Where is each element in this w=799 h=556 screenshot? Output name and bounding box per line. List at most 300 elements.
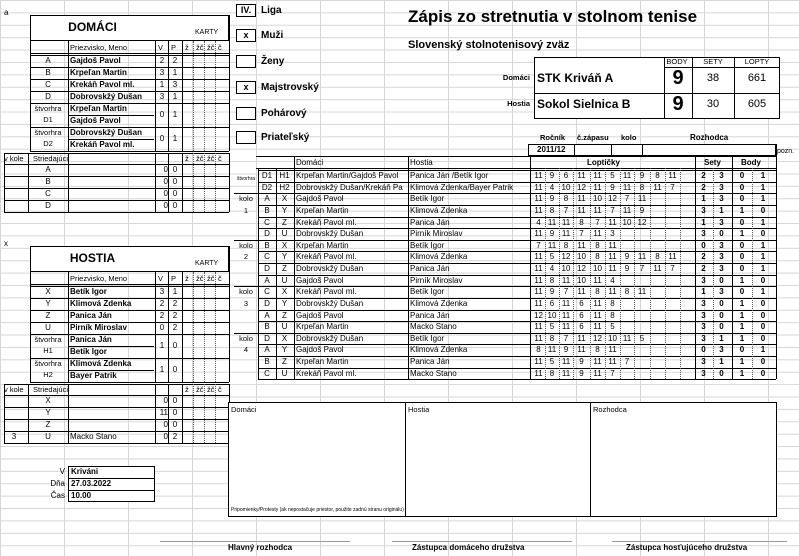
- meta-zapas-label: č.zápasu: [577, 133, 609, 142]
- match-home-code: C: [264, 252, 270, 262]
- match-away-code: Y: [281, 345, 288, 355]
- notes-box: [228, 402, 777, 517]
- match-away-code: Z: [282, 357, 287, 367]
- match-sets-home: 1: [701, 287, 706, 297]
- match-ball-score: 8: [595, 345, 600, 355]
- match-ball-score: 11: [653, 264, 662, 274]
- match-kolo: 3: [243, 298, 249, 308]
- competition-mark-1[interactable]: x: [236, 29, 256, 42]
- home_panel-player-p: 1: [172, 92, 178, 101]
- match-away-player: Macko Stano: [410, 369, 457, 378]
- match-sets-away: 3: [719, 240, 724, 250]
- away_panel-subs-card-0: ž: [185, 385, 189, 394]
- competition-mark-5[interactable]: [236, 131, 256, 144]
- match-ball-score: 11: [534, 182, 543, 192]
- home_panel-player-p: 3: [172, 80, 178, 89]
- home_panel-sub-v: 0: [163, 165, 168, 174]
- home_panel-player-p: 2: [172, 56, 178, 65]
- away_panel-col-p: P: [171, 274, 177, 283]
- match-body-home: 1: [739, 275, 745, 285]
- match-ball-score: 11: [534, 287, 543, 297]
- match-ball-score: 12: [577, 264, 586, 274]
- meta-pozn: pozn.: [777, 148, 795, 155]
- match-sets-home: 2: [701, 252, 706, 262]
- match-ball-score: 11: [608, 357, 617, 367]
- match-sets-home: 3: [701, 275, 706, 285]
- score-header-lopty: LOPTY: [744, 57, 770, 66]
- match-away-player: Betík Igor: [410, 334, 445, 343]
- match-home-player: Gajdoš Pavol: [296, 346, 344, 355]
- match-sets-home: 1: [701, 194, 706, 204]
- match-ball-score: 11: [593, 368, 602, 378]
- home_panel-player-code: D: [45, 92, 51, 101]
- home_panel-double-code2: D1: [43, 115, 53, 124]
- away_panel-subs-card-2: žč: [207, 385, 215, 394]
- match-body-away: 0: [760, 298, 766, 308]
- score-away-sety: 30: [706, 98, 720, 110]
- match-ball-score: 11: [622, 171, 632, 180]
- away_panel-player-v: 2: [159, 311, 165, 320]
- meta-rozhodca-label: Rozhodca: [690, 133, 729, 142]
- venue-dna: 27.03.2022: [71, 479, 112, 488]
- home_panel-player-name: Krekáň Pavol ml.: [70, 80, 135, 89]
- home_panel-player-code: C: [45, 80, 51, 89]
- competition-label-2: Ženy: [261, 56, 285, 67]
- home_panel-player-code: B: [45, 68, 51, 77]
- match-ball-score: 5: [639, 333, 645, 343]
- match-body-away: 0: [760, 368, 766, 378]
- match-ball-score: 11: [637, 287, 647, 297]
- match-ball-score: 12: [637, 217, 647, 227]
- venue-dna-label: Dňa: [50, 479, 65, 488]
- match-home-player: Dobrovskžý Dušan/Krekáň Pa: [296, 183, 403, 192]
- match-body-away: 0: [760, 275, 766, 285]
- away_panel-player-name: Betík Igor: [70, 287, 107, 296]
- match-ball-score: 11: [534, 252, 543, 262]
- competition-mark-0[interactable]: IV.: [236, 4, 256, 17]
- home_panel-sub-code: B: [45, 177, 51, 186]
- match-ball-score: 7: [670, 264, 675, 274]
- match-ball-score: 7: [563, 205, 569, 215]
- match-home-code: B: [264, 205, 270, 215]
- match-ball-score: 11: [577, 287, 586, 297]
- match-home-code: A: [264, 310, 270, 320]
- score-away-label: Hostia: [507, 99, 530, 108]
- away_panel-player-p: 1: [172, 287, 178, 296]
- match-sets-away: 3: [719, 194, 724, 204]
- match-body-away: 0: [760, 333, 766, 343]
- match-sets-away: 0: [719, 275, 724, 285]
- match-ball-score: 8: [549, 205, 555, 215]
- match-ball-score: 12: [534, 310, 543, 320]
- match-sets-home: 3: [701, 229, 706, 239]
- venue-v-label: V: [59, 467, 65, 476]
- home_panel-sub-code: D: [45, 201, 51, 210]
- match-body-away: 1: [760, 240, 766, 250]
- match-kolo: kolo: [239, 194, 253, 204]
- match-body-home: 0: [739, 194, 745, 204]
- away_panel-card-0: ž: [185, 274, 189, 283]
- home_panel-sub-v: 0: [163, 201, 168, 210]
- away_panel-double-code1: štvorhra: [34, 335, 62, 344]
- match-away-player: Panica Ján: [410, 265, 450, 274]
- match-away-player: Panica Ján: [410, 311, 450, 320]
- match-ball-score: 11: [534, 171, 543, 180]
- home_panel-subs-label: v kole: [4, 154, 24, 163]
- competition-mark-4[interactable]: [236, 107, 256, 120]
- away_panel-player-code: U: [45, 323, 51, 332]
- match-sets-away: 0: [719, 368, 724, 378]
- match-ball-score: 10: [561, 182, 571, 192]
- away_panel-subs-title: Striedajúci: [33, 385, 69, 394]
- match-ball-score: 5: [549, 357, 555, 367]
- match-ball-score: 11: [561, 229, 571, 239]
- score-home-body: 9: [672, 67, 684, 89]
- match-body-away: 1: [760, 194, 766, 204]
- match-body-away: 1: [760, 182, 766, 192]
- match-body-away: 0: [760, 205, 766, 215]
- match-home-player: Krpeľan Martin: [296, 241, 349, 250]
- match-away-code: U: [281, 368, 288, 378]
- match-ball-score: 9: [639, 205, 645, 215]
- match-away-player: Betík Igor: [410, 241, 445, 250]
- match-body-home: 0: [739, 182, 745, 192]
- match-home-player: Dobrovskžý Dušan: [296, 299, 364, 308]
- match-body-away: 1: [760, 264, 766, 274]
- match-body-away: 0: [760, 310, 766, 320]
- away_panel-player-code: Y: [45, 299, 51, 308]
- away_panel-card-1: žč: [196, 274, 204, 283]
- match-ball-score: 8: [536, 345, 541, 355]
- match-body-away: 1: [760, 287, 766, 297]
- match-ball-score: 7: [670, 182, 675, 192]
- away_panel-subs-card-1: žč: [196, 385, 204, 394]
- home_panel-card-0: ž: [185, 43, 189, 52]
- match-away-code: Z: [282, 310, 287, 320]
- match-sets-home: 2: [701, 171, 706, 180]
- match-away-player: Panica Ján: [410, 358, 450, 367]
- away_panel-player-v: 3: [159, 287, 165, 296]
- away_panel-player-code: Z: [45, 311, 51, 320]
- match-ball-score: 12: [561, 252, 571, 262]
- match-body-home: 1: [739, 357, 745, 367]
- match-body-home: 1: [739, 205, 745, 215]
- match-ball-score: 11: [534, 275, 543, 285]
- match-ball-score: 12: [593, 333, 602, 343]
- match-away-code: X: [281, 333, 288, 343]
- match-ball-score: 11: [593, 322, 602, 332]
- match-body-home: 1: [739, 322, 745, 332]
- match-away-player: Betík Igor: [410, 288, 445, 297]
- matches-header-domaci: Domáci: [296, 158, 324, 167]
- home_panel-double-v: 0: [159, 110, 165, 119]
- match-ball-score: 6: [549, 298, 555, 308]
- home_panel-card-3: č: [218, 43, 222, 52]
- home_panel-double-name2: Gajdoš Pavol: [70, 116, 121, 125]
- match-ball-score: 10: [608, 333, 617, 343]
- match-sets-home: 3: [701, 368, 706, 378]
- match-home-code: D: [264, 333, 270, 343]
- match-body-home: 0: [739, 264, 745, 274]
- match-home-player: Gajdoš Pavol: [296, 311, 344, 320]
- match-ball-score: 7: [536, 240, 541, 250]
- match-ball-score: 6: [579, 298, 584, 308]
- match-ball-score: 11: [608, 217, 617, 227]
- match-ball-score: 11: [608, 287, 617, 297]
- match-sets-away: 0: [719, 229, 724, 239]
- match-ball-score: 7: [595, 217, 600, 227]
- match-home-code: B: [264, 357, 270, 367]
- match-sets-away: 3: [719, 252, 724, 262]
- match-ball-score: 11: [534, 229, 543, 239]
- match-sets-away: 3: [719, 345, 724, 355]
- home_panel-double-p: 1: [172, 110, 178, 119]
- match-ball-score: 11: [668, 171, 677, 180]
- away_panel-player-name: Panica Ján: [70, 311, 112, 320]
- match-home-code: C: [264, 368, 270, 378]
- match-ball-score: 4: [610, 275, 615, 285]
- home_panel-player-v: 2: [159, 56, 165, 65]
- match-home-code: B: [264, 322, 270, 332]
- away_panel-double-name1: Klimová Zdenka: [70, 359, 132, 368]
- match-home-code: B: [264, 240, 270, 250]
- match-body-away: 1: [760, 217, 766, 227]
- match-ball-score: 11: [577, 171, 586, 180]
- match-ball-score: 6: [563, 171, 569, 180]
- match-body-away: 0: [760, 357, 766, 367]
- match-body-home: 1: [739, 298, 745, 308]
- home_panel-double-p: 1: [172, 134, 178, 143]
- match-ball-score: 11: [561, 357, 571, 367]
- signature-referee: Hlavný rozhodca: [228, 543, 293, 552]
- match-ball-score: 11: [561, 322, 571, 332]
- sheet-subtitle: Slovenský stolnotenisový zväz: [408, 39, 570, 51]
- home_panel-double-code1: štvorhra: [34, 104, 62, 113]
- match-sets-home: 1: [701, 217, 706, 227]
- away_panel-sub-code: X: [45, 396, 51, 405]
- away_panel-sub-p: 0: [172, 420, 178, 429]
- away_panel-player-v: 0: [159, 323, 165, 332]
- match-ball-score: 7: [563, 287, 569, 297]
- away_panel-player-name: Klimová Zdenka: [70, 299, 132, 308]
- away_panel-col-v: V: [158, 274, 164, 283]
- match-kolo: kolo: [239, 287, 253, 297]
- match-sets-home: 2: [701, 264, 706, 274]
- match-ball-score: 6: [579, 310, 584, 320]
- match-sets-home: 3: [701, 310, 706, 320]
- match-ball-score: 6: [579, 322, 584, 332]
- notes-hostia: Hostia: [408, 405, 430, 414]
- match-sets-home: 0: [701, 345, 706, 355]
- match-ball-score: 8: [655, 252, 660, 262]
- away_panel-double-p: 0: [172, 365, 178, 374]
- match-ball-score: 7: [579, 229, 584, 239]
- match-ball-score: 11: [547, 240, 557, 250]
- match-away-player: Klimová Zdenka: [410, 346, 468, 355]
- match-home-player: Dobrovskžý Dušan: [296, 334, 364, 343]
- score-away-team: Sokol Sielnica B: [537, 97, 631, 111]
- away_panel-card-2: žč: [207, 274, 215, 283]
- away_panel-player-code: X: [45, 287, 51, 296]
- match-ball-score: 11: [534, 298, 543, 308]
- match-ball-score: 11: [622, 333, 632, 343]
- home_panel-double-code1: štvorhra: [34, 128, 62, 137]
- match-sets-home: 3: [701, 298, 706, 308]
- match-sets-home: 2: [701, 182, 706, 192]
- match-body-away: 0: [760, 322, 766, 332]
- home_panel-sub-code: C: [45, 189, 51, 198]
- away_panel-sub-code: Y: [45, 408, 51, 417]
- match-home-code: D: [264, 229, 270, 239]
- match-away-player: Klimová Zdenka: [410, 253, 468, 262]
- signature-home: Zástupca domáceho družstva: [412, 543, 525, 552]
- away_panel-sub-code: Z: [45, 420, 51, 429]
- match-ball-score: 11: [608, 264, 617, 274]
- match-ball-score: 11: [593, 298, 602, 308]
- match-kolo: 1: [243, 205, 249, 215]
- match-body-away: 0: [760, 229, 766, 239]
- match-home-code: D2: [261, 182, 273, 192]
- match-ball-score: 11: [622, 182, 632, 192]
- match-ball-score: 11: [608, 240, 617, 250]
- match-body-home: 0: [739, 287, 745, 297]
- competition-label-0: Liga: [261, 5, 282, 16]
- match-ball-score: 10: [577, 275, 586, 285]
- home_panel-col-v: V: [158, 43, 164, 52]
- away_panel-double-name2: Betík Igor: [70, 347, 107, 356]
- match-ball-score: 5: [610, 322, 615, 332]
- match-away-code: Y: [281, 298, 288, 308]
- home_panel-player-name: Krpeľan Martin: [70, 68, 127, 77]
- match-kolo: 4: [243, 345, 249, 355]
- home_panel-corner: a: [4, 8, 9, 17]
- match-ball-score: 9: [579, 357, 584, 367]
- match-ball-score: 11: [593, 357, 602, 367]
- signature-away: Zástupca hosťujúceho družstva: [626, 543, 748, 552]
- match-ball-score: 11: [577, 194, 586, 204]
- match-home-player: Krpeľan Martin/Gajdoš Pavol: [296, 172, 399, 180]
- match-home-player: Krpeľan Martin: [296, 323, 349, 332]
- match-sets-away: 3: [719, 287, 724, 297]
- match-ball-score: 12: [577, 182, 586, 192]
- competition-label-5: Priateľský: [261, 132, 310, 143]
- match-ball-score: 9: [549, 194, 555, 204]
- away_panel-corner: x: [4, 239, 8, 248]
- away_panel-sub-v: 0: [163, 396, 168, 405]
- home_panel-player-v: 3: [159, 92, 165, 101]
- match-away-code: Y: [281, 252, 288, 262]
- away_panel-col-name: Priezvisko, Meno: [70, 274, 128, 283]
- match-ball-score: 11: [534, 264, 543, 274]
- match-ball-score: 5: [549, 252, 555, 262]
- match-home-code: D1: [261, 171, 273, 180]
- match-ball-score: 10: [593, 194, 602, 204]
- home_panel-double-code2: D2: [43, 139, 53, 148]
- match-away-code: U: [281, 322, 288, 332]
- match-ball-score: 7: [563, 333, 569, 343]
- away_panel-subs-card-3: č: [218, 385, 222, 394]
- match-ball-score: 11: [622, 205, 632, 215]
- match-ball-score: 8: [624, 287, 630, 297]
- match-home-player: Krpeľan Martin: [296, 206, 349, 215]
- match-home-player: Krekáň Pavol ml.: [296, 369, 357, 378]
- home_panel-double-name1: Krpeľan Martin: [70, 104, 127, 113]
- away_panel-sub-p: 0: [172, 396, 178, 405]
- away_panel-sub-v: 0: [163, 432, 168, 441]
- match-ball-score: 7: [624, 357, 630, 367]
- match-home-player: Krekáň Pavol ml.: [296, 288, 357, 297]
- match-body-home: 0: [739, 240, 745, 250]
- match-ball-score: 8: [595, 287, 600, 297]
- match-ball-score: 8: [595, 240, 600, 250]
- match-away-player: Pirník Miroslav: [410, 230, 463, 239]
- competition-mark-3[interactable]: x: [236, 81, 256, 94]
- away_panel-player-p: 2: [172, 311, 178, 320]
- match-away-code: H1: [279, 171, 290, 180]
- match-ball-score: 11: [593, 182, 602, 192]
- away_panel-player-p: 2: [172, 323, 178, 332]
- match-ball-score: 11: [577, 345, 586, 355]
- match-away-player: Klimová Zdenka/Bayer Patrik: [410, 183, 514, 192]
- home_panel-subs-card-2: žč: [207, 154, 215, 163]
- match-ball-score: 10: [547, 310, 557, 320]
- matches-header-lopticky: Loptičky: [587, 158, 620, 167]
- match-sets-away: 3: [719, 217, 724, 227]
- match-ball-score: 11: [534, 357, 543, 367]
- competition-mark-2[interactable]: [236, 55, 256, 68]
- match-sets-away: 3: [719, 264, 724, 274]
- match-ball-score: 8: [610, 298, 615, 308]
- home_panel-sub-v: 0: [163, 177, 168, 186]
- away_panel-player-name: Pirník Miroslav: [70, 323, 127, 332]
- home_panel-double-name1: Dobrovskžý Dušan: [70, 128, 143, 137]
- match-home-player: Gajdoš Pavol: [296, 276, 344, 285]
- match-ball-score: 7: [610, 205, 615, 215]
- home_panel-player-v: 3: [159, 68, 165, 77]
- home_panel-subs-card-0: ž: [185, 154, 189, 163]
- home_panel-player-name: Dobrovskžý Dušan: [70, 92, 143, 101]
- away_panel-double-v: 1: [159, 341, 165, 350]
- match-away-code: U: [281, 275, 288, 285]
- match-body-home: 0: [739, 217, 745, 227]
- match-home-code: D: [264, 264, 270, 274]
- away_panel-double-name1: Panica Ján: [70, 335, 112, 344]
- match-home-player: Gajdoš Pavol: [296, 195, 344, 204]
- match-sets-home: 3: [701, 357, 706, 367]
- away_panel-sub-code: U: [45, 432, 51, 441]
- match-ball-score: 8: [595, 252, 600, 262]
- match-body-home: 1: [739, 333, 745, 343]
- venue-cas-label: Čas: [50, 491, 65, 500]
- matches-header-sety: Sety: [704, 158, 721, 167]
- match-body-away: 1: [760, 345, 766, 355]
- match-ball-score: 11: [608, 252, 617, 262]
- match-sets-away: 0: [719, 298, 724, 308]
- away_panel-sub-name: Macko Stano: [70, 432, 117, 441]
- match-ball-score: 8: [549, 275, 555, 285]
- away_panel-player-p: 2: [172, 299, 178, 308]
- away_panel-double-v: 1: [159, 365, 165, 374]
- match-sets-away: 1: [719, 333, 724, 343]
- home_panel-double-v: 0: [159, 134, 165, 143]
- match-body-home: 1: [739, 310, 745, 320]
- match-kolo: kolo: [239, 333, 253, 343]
- match-ball-score: 12: [608, 194, 617, 204]
- match-ball-score: 10: [622, 217, 632, 227]
- match-away-player: Panica Ján /Betík Igor: [410, 172, 489, 180]
- match-ball-score: 5: [549, 322, 555, 332]
- match-home-player: Krekáň Pavol ml.: [296, 218, 357, 227]
